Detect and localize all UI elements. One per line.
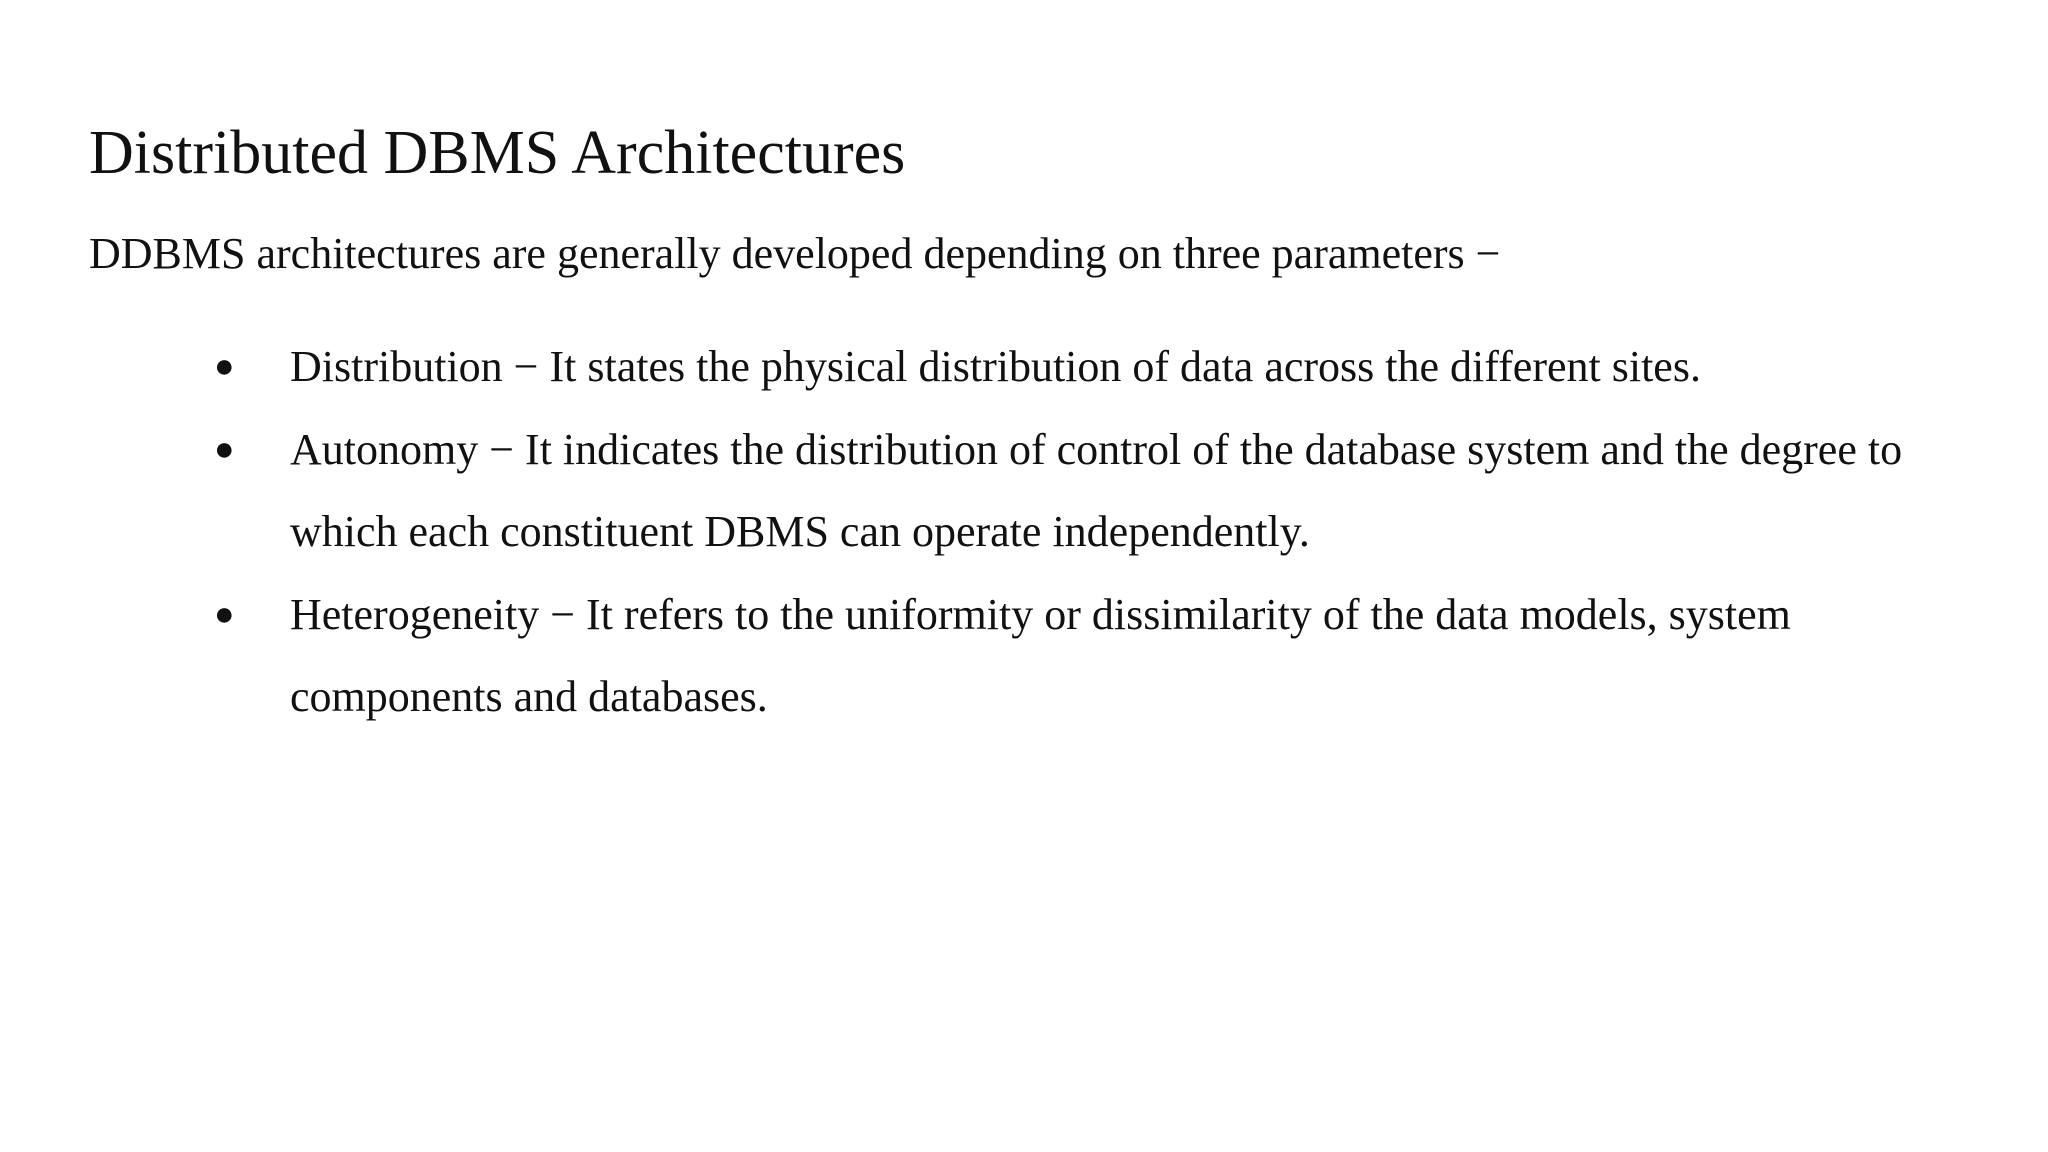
intro-text: DDBMS architectures are generally developed depending on three parameters −	[89, 229, 1501, 278]
bullet-list	[200, 326, 2000, 739]
bullet-text: Heterogeneity − It refers to the uniformity or dissimilarity of the data models, system components and databases.	[290, 589, 1791, 721]
bullet-icon: ●	[214, 348, 235, 385]
slide-title: Distributed DBMS Architectures	[89, 119, 906, 187]
bullet-text: Distribution − It states the physical distribution of data across the different sites.	[290, 342, 1701, 391]
bullet-item-distribution	[200, 326, 2000, 409]
bullet-icon: ●	[214, 595, 235, 633]
bullet-icon: ●	[214, 430, 235, 468]
bullet-item-heterogeneity	[200, 574, 2000, 739]
bullet-text: Autonomy − It indicates the distribution of control of the database system and the degree to which each constituent DBMS can operate independently.	[290, 424, 1903, 556]
bullet-item-autonomy	[200, 409, 2000, 574]
